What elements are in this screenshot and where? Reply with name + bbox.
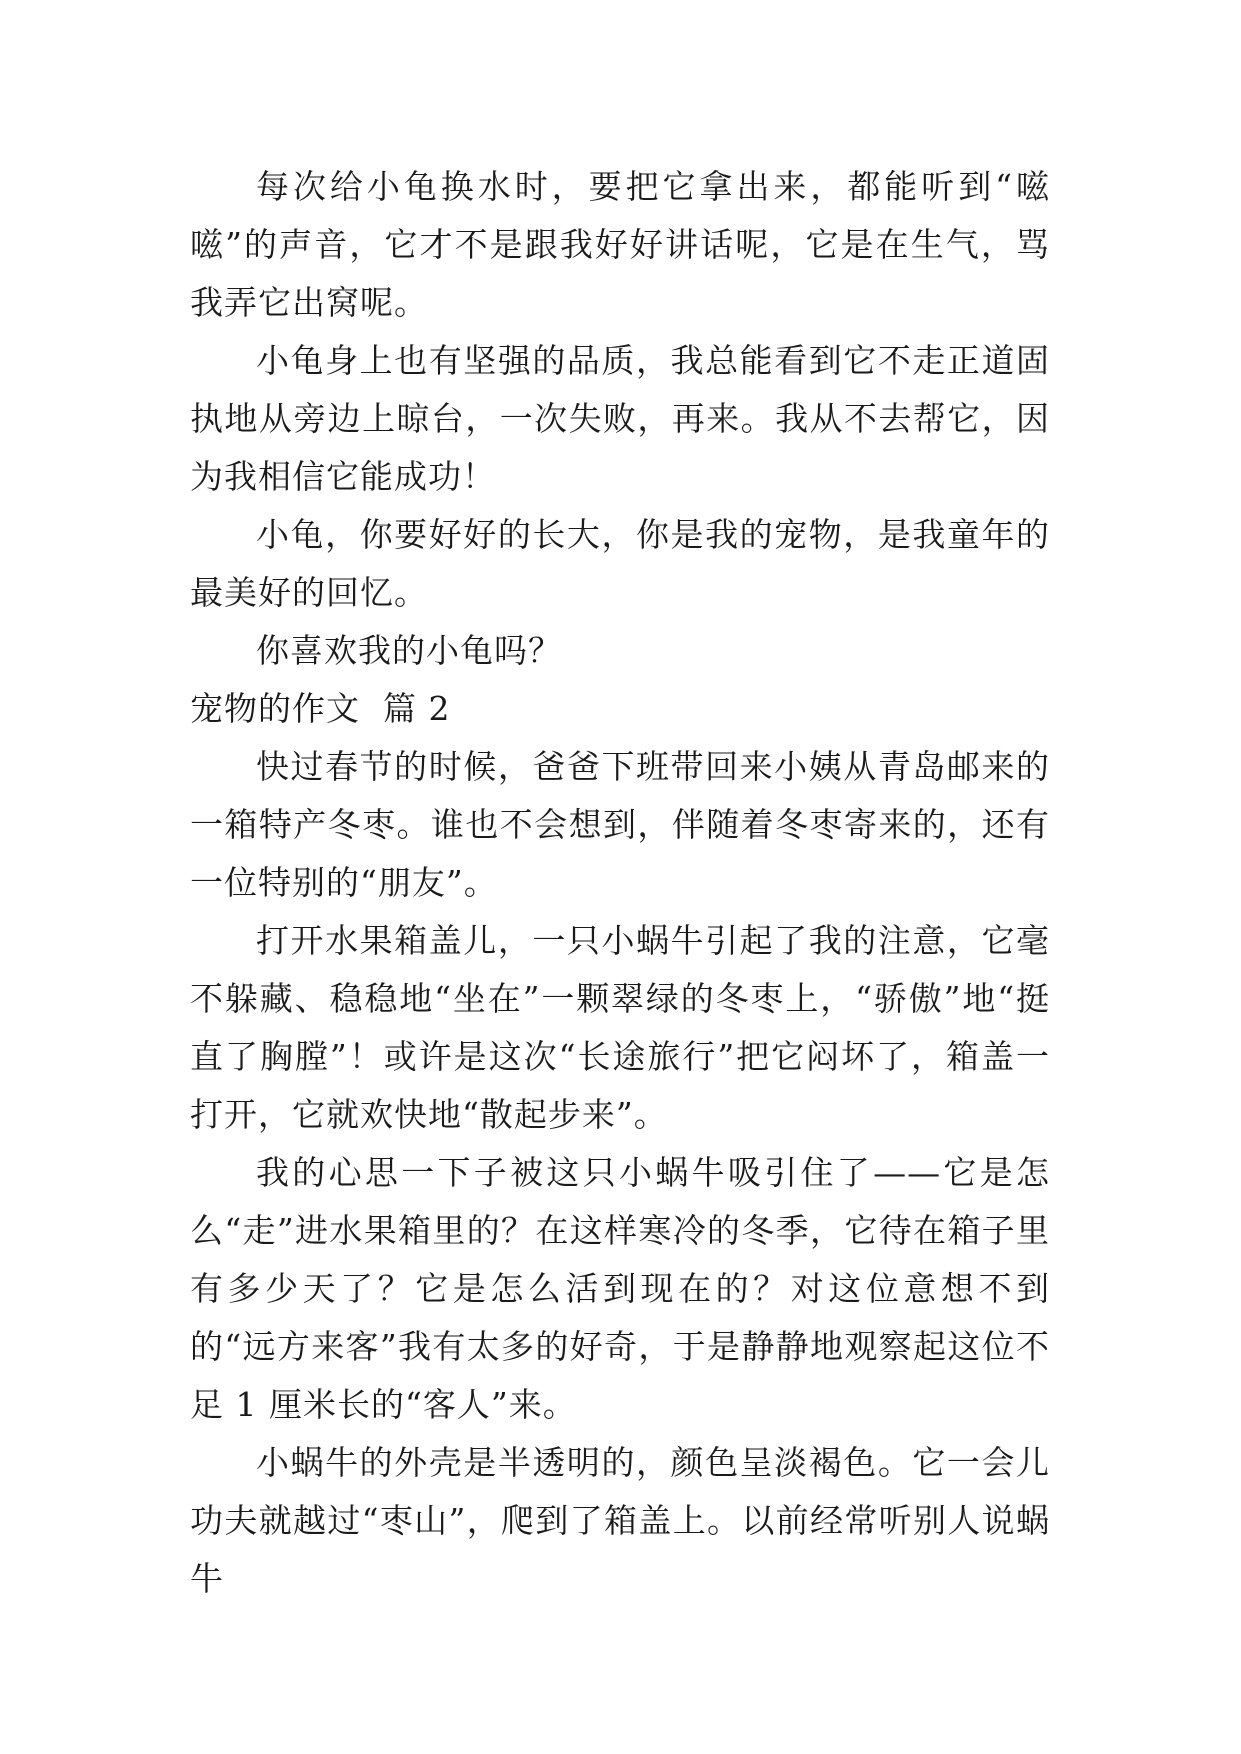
- paragraph: 打开水果箱盖儿，一只小蜗牛引起了我的注意，它毫不躲藏、稳稳地“坐在”一颗翠绿的冬枣上，“骄傲”地“挺直了胸膛”！或许是这次“长途旅行”把它闷坏了，箱盖一打开，它就欢快地“散起步来”。: [190, 921, 1050, 1134]
- paragraph: 你喜欢我的小龟吗？: [256, 631, 562, 670]
- paragraph: 每次给小龟换水时，要把它拿出来，都能听到“嗞嗞”的声音，它才不是跟我好好讲话呢，它是在生气，骂我弄它出窝呢。: [190, 167, 1050, 322]
- paragraph: 小龟身上也有坚强的品质，我总能看到它不走正道固执地从旁边上晾台，一次失败，再来。我从不去帮它，因为我相信它能成功！: [190, 341, 1050, 496]
- section-heading: 宠物的作文 篇 2: [190, 689, 451, 728]
- paragraph: 小龟，你要好好的长大，你是我的宠物，是我童年的最美好的回忆。: [190, 515, 1050, 612]
- paragraph: 我的心思一下子被这只小蜗牛吸引住了——它是怎么“走”进水果箱里的？在这样寒冷的冬季，它待在箱子里有多少天了？它是怎么活到现在的？对这位意想不到的“远方来客”我有太多的好奇，于是静静地观察起这位不足 1 厘米长的“客人”来。: [190, 1153, 1050, 1424]
- paragraph: 小蜗牛的外壳是半透明的，颜色呈淡褐色。它一会儿功夫就越过“枣山”，爬到了箱盖上。以前经常听别人说蜗牛: [190, 1443, 1050, 1598]
- document-page: [190, 158, 1050, 1608]
- paragraph: 快过春节的时候，爸爸下班带回来小姨从青岛邮来的一箱特产冬枣。谁也不会想到，伴随着冬枣寄来的，还有一位特别的“朋友”。: [190, 747, 1050, 902]
